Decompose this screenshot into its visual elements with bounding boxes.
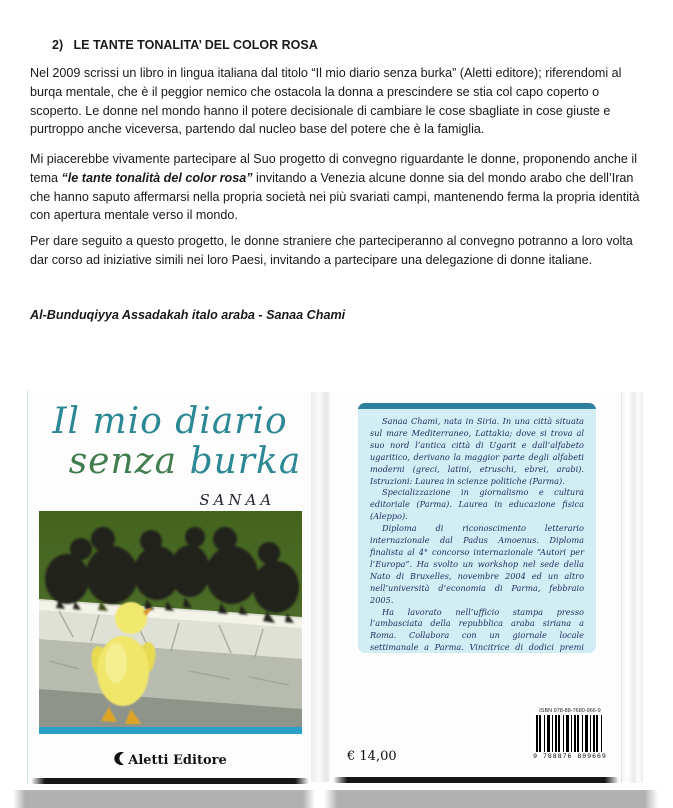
paragraph-1: Nel 2009 scrissi un libro in lingua italiana dal titolo “Il mio diario senza burka” (Aletti editore); riferendomi al burqa mentale, che è il peggior nemico che ostacola la donna a prescindere se stia col capo coperto o scoperto. Le donne nel mondo hanno il potere decisionale di cambiare le cose sbagliate in cose giuste e purtroppo anche viceversa, partendo dal nucleo base del potere che è la famiglia.	[30, 66, 622, 137]
paragraph-2-text-after: invitando a Venezia alcune donne sia del mondo arabo che dell’Iran che hanno saputo affermarsi nella propria società nei più svariati campi, mantenendo ferma la propria identità con apertura mentale verso il mondo.	[30, 170, 640, 223]
author-first-name: SANAA	[199, 491, 276, 509]
signature-line: Al-Bunduqiyya Assadakah italo araba - Sanaa Chami	[30, 308, 346, 322]
bio-paragraph: Sanaa Chami, nata in Siria. In una città situata sul mare Mediterraneo, Lattakia; dove si trova al suo nord l’antica città di Ugarit e dall’alfabeto ugaritico, derivano la maggior parte degli alfabeti moderni (greci, latini, etruschi, ebrei, arabi). Istruzioni: Laurea in scienze politiche (Parma).	[370, 416, 584, 486]
publisher-name: Aletti Editore	[128, 753, 227, 768]
isbn-barcode	[533, 708, 607, 760]
back-cover-shadow	[333, 777, 619, 783]
barcode-digits: 9 788876 809669	[533, 752, 607, 760]
page-edge-gap	[311, 392, 330, 782]
section-heading: 2) LE TANTE TONALITA’ DEL COLOR ROSA	[52, 38, 318, 52]
book-front-cover	[27, 391, 312, 784]
book-title	[28, 402, 312, 482]
book-page-edges	[621, 392, 643, 783]
title-word-burka: burka	[189, 441, 302, 482]
scan-shadow-left	[13, 790, 315, 808]
scan-shadow-right	[324, 790, 658, 808]
paragraph-2	[30, 150, 646, 225]
bio-paragraph: Diploma di riconoscimento letterario internazionale dal Padus Amoenus. Diploma finalista al 4° concorso internazionale “Autori per l’Europa”. Ha svolto un workshop nel sede della Nato di Bruxelles, novembre 2004 ed un altro nell’università d’economia di Parma, febbraio 2005.	[370, 523, 584, 605]
price-label: € 14,00	[347, 749, 397, 764]
author-bio-text	[358, 409, 596, 653]
title-word-senza: senza	[68, 441, 178, 482]
book-back-cover	[330, 392, 643, 783]
cover-cyan-stripe	[39, 727, 302, 734]
paragraph-2-text: Mi piacerebbe vivamente partecipare al Suo progetto di convegno riguardante le donne, proponendo anche il tema	[30, 152, 638, 185]
book-title-line1: Il mio diario	[52, 401, 288, 442]
paragraph-3: Per dare seguito a questo progetto, le donne straniere che parteciperanno al convegno potranno a loro volta dar corso ad iniziative simili nei loro Paesi, invitando a partecipare una delegazione di donne italiane.	[30, 234, 633, 267]
author-bio-panel	[358, 403, 596, 653]
paragraph-2-emphasis: “le tante tonalità del color rosa”	[61, 170, 253, 185]
book-title-line2	[58, 442, 312, 482]
isbn-label: ISBN 978-88-7680-966-9	[539, 708, 601, 714]
publisher-line	[28, 751, 312, 768]
bio-paragraph: Ha lavorato nell’ufficio stampa presso l’ambasciata della repubblica araba siriana a Roma. Collabora con un giornale locale settimanale a Parma. Vincitrice di dodici premi	[370, 606, 584, 653]
barcode-bars	[536, 715, 604, 752]
front-cover-shadow	[31, 778, 309, 784]
ducklings-photo	[39, 511, 302, 734]
bio-paragraph: Specializzazione in giornalismo e cultura editoriale (Parma). Laurea in educazione fisica (Aleppo).	[370, 487, 584, 522]
crescent-logo-icon	[113, 751, 126, 766]
